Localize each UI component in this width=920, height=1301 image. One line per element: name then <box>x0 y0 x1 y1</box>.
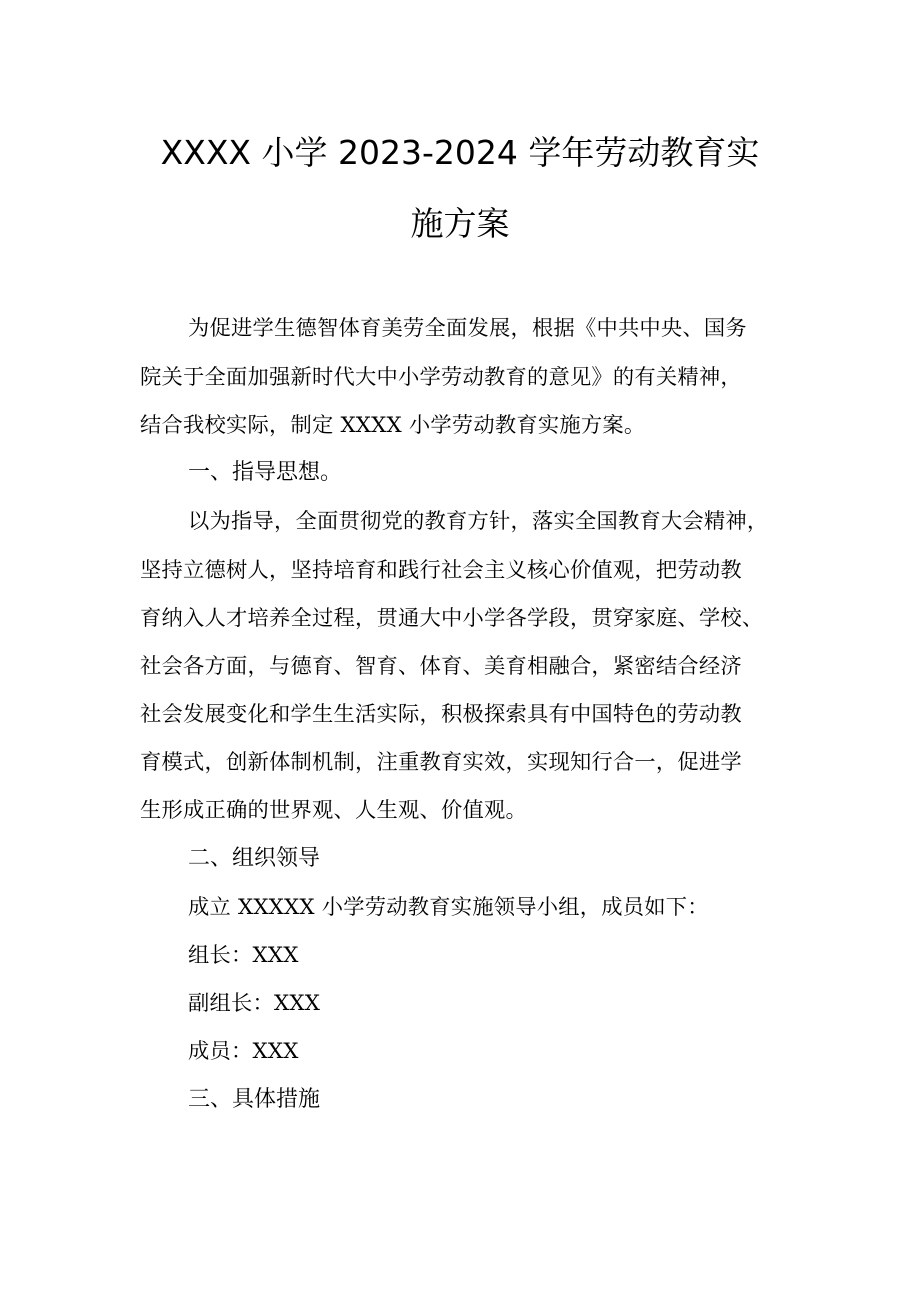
section-2-heading: 二、组织领导 <box>188 846 321 871</box>
section-1-line-1: 以为指导，全面贯彻党的教育方针，落实全国教育大会精神， <box>188 509 769 534</box>
section-1-heading: 一、指导思想。 <box>188 460 343 485</box>
section-1-line-7: 生形成正确的世界观、人生观、价值观。 <box>140 798 527 823</box>
document-title-line-2: 施方案 <box>410 204 510 243</box>
section-2-deputy: 副组长：XXX <box>188 991 321 1016</box>
section-3-heading: 三、具体措施 <box>188 1087 321 1112</box>
section-2-intro: 成立 XXXXX 小学劳动教育实施领导小组，成员如下： <box>188 895 709 920</box>
section-2-members: 成员：XXX <box>188 1039 299 1064</box>
document-title-line-1: XXXX 小学 2023-2024 学年劳动教育实 <box>160 133 760 172</box>
section-1-line-2: 坚持立德树人，坚持培育和践行社会主义核心价值观，把劳动教 <box>140 558 742 583</box>
intro-paragraph-line-2: 院关于全面加强新时代大中小学劳动教育的意见》的有关精神， <box>140 365 742 390</box>
intro-paragraph-line-3: 结合我校实际，制定 XXXX 小学劳动教育实施方案。 <box>140 413 646 438</box>
section-2-leader: 组长：XXX <box>188 943 299 968</box>
section-1-line-6: 育模式，创新体制机制，注重教育实效，实现知行合一，促进学 <box>140 750 742 775</box>
intro-paragraph-line-1: 为促进学生德智体育美劳全面发展，根据《中共中央、国务 <box>188 316 747 341</box>
section-1-line-3: 育纳入人才培养全过程，贯通大中小学各学段，贯穿家庭、学校、 <box>140 606 764 631</box>
section-1-line-5: 社会发展变化和学生生活实际，积极探索具有中国特色的劳动教 <box>140 702 742 727</box>
section-1-line-4: 社会各方面，与德育、智育、体育、美育相融合，紧密结合经济 <box>140 654 742 679</box>
